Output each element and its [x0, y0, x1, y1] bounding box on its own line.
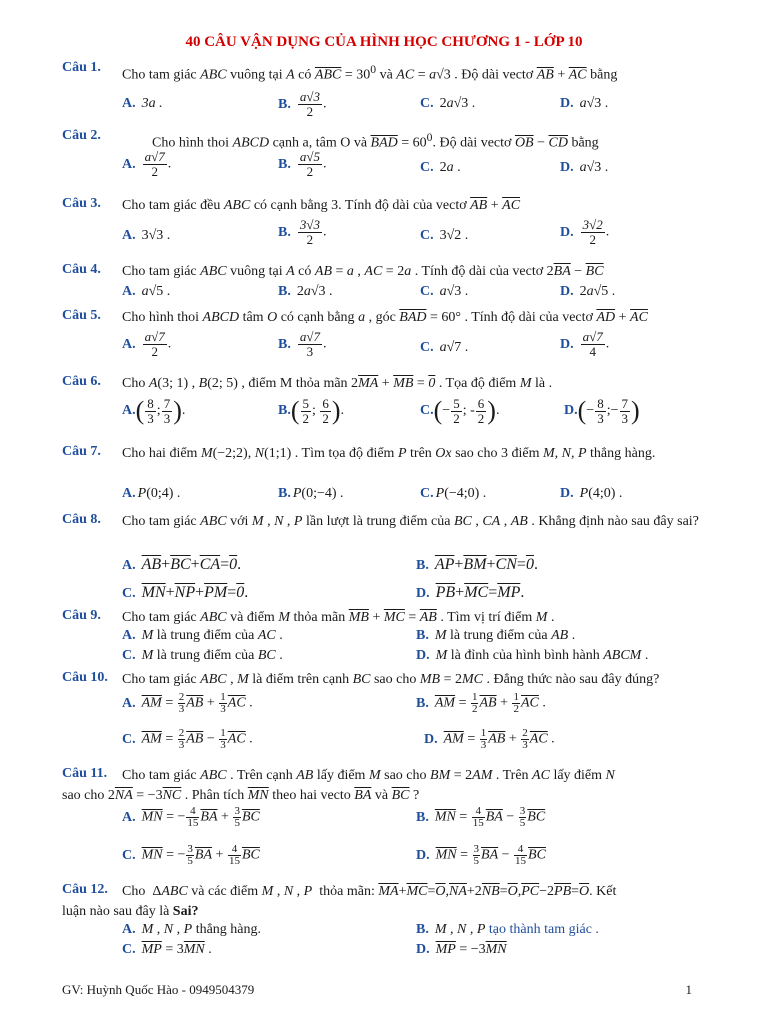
option-b[interactable]: B. $\overline{AM}$ = $\frac{1}{2}$ $\overline{AB}$ + $\frac{1}{2}$ $\overline{AC}$ .: [416, 691, 546, 715]
option-c[interactable]: C. $\overline{AM}$ = $\frac{2}{3}$ $\overline{AB}$ − $\frac{1}{3}$ $\overline{AC}$ .: [122, 727, 253, 751]
option-d[interactable]: D. a√3 .: [560, 160, 609, 175]
question-text: Cho A(3; 1) , B(2; 5) , điểm M thỏa mãn $2\overline{MA} + \overline{MB} = 0$ . Tọa độ điểm M là .: [122, 376, 553, 391]
option-a[interactable]: A. M , N , P thẳng hàng.: [122, 922, 262, 937]
option-b[interactable]: B. $\frac{a√3}{2}$ .: [278, 89, 327, 119]
question-text: Cho hình thoi ABCD cạnh a, tâm O và $\overline{BAD} = 60^0$. Độ dài vectơ $\overline{OB} - \overline{CD}$ bằng: [152, 131, 599, 151]
question-text: Cho tam giác đều ABC có cạnh bằng 3. Tính độ dài của vectơ $\overline{AB} + \overline{AC}$: [122, 198, 521, 213]
option-d[interactable]: D. $\frac{a√7}{4}$ .: [560, 329, 610, 359]
question-text: Cho tam giác ABC với M , N , P lần lượt là trung điểm của BC , CA , AB . Khẳng định nào sau đây sai?: [122, 514, 699, 529]
option-c[interactable]: C. 3√2 .: [420, 228, 469, 243]
question-number: Câu 9.: [62, 608, 101, 623]
question-number: Câu 3.: [62, 196, 101, 211]
option-c[interactable]: C. $\overline{MN}+\overline{NP}+\overline{PM}=0$.: [122, 584, 249, 601]
option-a[interactable]: A. a√5 .: [122, 284, 171, 299]
option-b[interactable]: B. $\frac{a√5}{2}$ .: [278, 149, 327, 179]
option-c[interactable]: C. P(−4;0) .: [420, 486, 487, 501]
option-b[interactable]: B. P(0;−4) .: [278, 486, 344, 501]
question-text-continued: sao cho $2\overline{NA} = -3\overline{NC}$ . Phân tích $\overline{MN}$ theo hai vecto $\overline{BA}$ và $\overline{BC}$ ?: [62, 788, 420, 803]
option-b[interactable]: B. $\overline{AP}+\overline{BM}+\overline{CN}=0$.: [416, 556, 538, 573]
option-a[interactable]: A. $\frac{a√7}{2}$ .: [122, 329, 172, 359]
option-c[interactable]: C. $\overline{MP} = 3\overline{MN}$ .: [122, 942, 212, 957]
question-text: Cho hai điểm M(−2;2), N(1;1) . Tìm tọa độ điểm P trên Ox sao cho 3 điểm M, N, P thẳng hàng.: [122, 446, 656, 461]
option-c[interactable]: C. M là trung điểm của BC .: [122, 648, 283, 663]
option-d[interactable]: D. 2a√5 .: [560, 284, 616, 299]
option-a[interactable]: A. 3a .: [122, 96, 163, 111]
question-text: Cho tam giác ABC vuông tại A có $\overline{ABC} = 30^0$ và AC = a√3 . Độ dài vectơ $\overline{AB} + \overline{AC}$ bằng: [122, 63, 618, 83]
option-a[interactable]: A. $\overline{AM}$ = $\frac{2}{3}$ $\overline{AB}$ + $\frac{1}{3}$ $\overline{AC}$ .: [122, 691, 253, 715]
option-d[interactable]: D. P(4;0) .: [560, 486, 623, 501]
question-number: Câu 8.: [62, 512, 101, 527]
option-c[interactable]: C. a√3 .: [420, 284, 469, 299]
question-number: Câu 2.: [62, 128, 101, 143]
option-a[interactable]: A. 3√3 .: [122, 228, 171, 243]
option-d[interactable]: D. $\overline{MN}$ = $\frac{3}{5}$ $\overline{BA}$ − $\frac{4}{15}$ $\overline{BC}$: [416, 843, 546, 867]
question-text: Cho tam giác ABC vuông tại A có AB = a , AC = 2a . Tính độ dài của vectơ $2\overline{BA} - \overline{BC}$: [122, 264, 604, 279]
question-text: Cho tam giác ABC . Trên cạnh AB lấy điểm M sao cho BM = 2AM . Trên AC lấy điểm N: [122, 768, 615, 783]
question-number: Câu 5.: [62, 308, 101, 323]
option-c[interactable]: C. 2a√3 .: [420, 96, 476, 111]
footer-author: GV: Huỳnh Quốc Hào - 0949504379: [62, 982, 255, 997]
option-d[interactable]: D.(− $\frac{8}{3}$ ;− $\frac{7}{3}$ ): [564, 395, 640, 426]
option-a[interactable]: A. P(0;4) .: [122, 486, 181, 501]
page-number: 1: [685, 982, 692, 997]
option-a[interactable]: A. $\overline{AB}+\overline{BC}+\overline{CA}=0$.: [122, 556, 242, 573]
option-d[interactable]: D. $\overline{AM}$ = $\frac{1}{3}$ $\overline{AB}$ + $\frac{2}{3}$ $\overline{AC}$ .: [424, 727, 555, 751]
option-d[interactable]: D. M là đỉnh của hình bình hành ABCM .: [416, 648, 649, 663]
question-number: Câu 7.: [62, 444, 101, 459]
option-b[interactable]: B. M là trung điểm của AB .: [416, 628, 576, 643]
option-d[interactable]: D. $\overline{PB}+\overline{MC}=\overline{MP}$.: [416, 584, 525, 601]
question-text: Cho tam giác ABC và điểm M thỏa mãn $\overline{MB} + \overline{MC} = \overline{AB}$ . Tìm vị trí điểm M .: [122, 610, 555, 625]
question-number: Câu 4.: [62, 262, 101, 277]
question-number: Câu 6.: [62, 374, 101, 389]
option-a[interactable]: A.( $\frac{8}{3}$ ; $\frac{7}{3}$ ).: [122, 395, 186, 426]
question-text-continued: luận nào sau đây là Sai?: [62, 904, 199, 919]
question-text: Cho hình thoi ABCD tâm O có cạnh bằng a , góc $\overline{BAD} = 60^\circ$ . Tính độ dài của vectơ $\overline{AD} + \overline{AC}$: [122, 310, 648, 325]
document-title: 40 CÂU VẬN DỤNG CỦA HÌNH HỌC CHƯƠNG 1 - LỚP 10: [185, 34, 583, 50]
question-text: Cho ΔABC và các điểm M , N , P thỏa mãn: $\overline{MA}+\overline{MC}=\overline{O},\overline{NA}+2\overline{NB}=\overline{O},\overline{PC}-2\overline{PB}=\overline{O}$. Kết: [122, 884, 617, 899]
question-number: Câu 12.: [62, 882, 108, 897]
question-number: Câu 10.: [62, 670, 108, 685]
option-a[interactable]: A. $\overline{MN}$ = − $\frac{4}{15}$ $\overline{BA}$ + $\frac{3}{5}$ $\overline{BC}$: [122, 805, 260, 829]
option-b[interactable]: B. $\frac{a√7}{3}$ .: [278, 329, 327, 359]
option-b[interactable]: B. M , N , P tạo thành tam giác .: [416, 922, 599, 937]
question-number: Câu 11.: [62, 766, 108, 781]
option-b[interactable]: B.( $\frac{5}{2}$ ; $\frac{6}{2}$ ).: [278, 395, 345, 426]
option-d[interactable]: D. $\frac{3√2}{2}$ .: [560, 217, 610, 247]
option-c[interactable]: C. a√7 .: [420, 340, 469, 355]
option-a[interactable]: A. M là trung điểm của AC .: [122, 628, 283, 643]
option-a[interactable]: A. $\frac{a√7}{2}$ .: [122, 149, 172, 179]
option-b[interactable]: B. $\frac{3√3}{2}$ .: [278, 217, 327, 247]
option-c[interactable]: C.(− $\frac{5}{2}$ ; - $\frac{6}{2}$ ).: [420, 395, 500, 426]
option-b[interactable]: B. $\overline{MN}$ = $\frac{4}{15}$ $\overline{BA}$ − $\frac{3}{5}$ $\overline{BC}$: [416, 805, 546, 829]
option-c[interactable]: C. 2a .: [420, 160, 461, 175]
question-number: Câu 1.: [62, 60, 101, 75]
option-c[interactable]: C. $\overline{MN}$ = − $\frac{3}{5}$ $\overline{BA}$ + $\frac{4}{15}$ $\overline{BC}$: [122, 843, 260, 867]
option-b[interactable]: B. 2a√3 .: [278, 284, 333, 299]
option-d[interactable]: D. $\overline{MP} = -3\overline{MN}$: [416, 942, 507, 957]
option-d[interactable]: D. a√3 .: [560, 96, 609, 111]
question-text: Cho tam giác ABC , M là điểm trên cạnh BC sao cho MB = 2MC . Đẳng thức nào sau đây đúng?: [122, 672, 660, 687]
